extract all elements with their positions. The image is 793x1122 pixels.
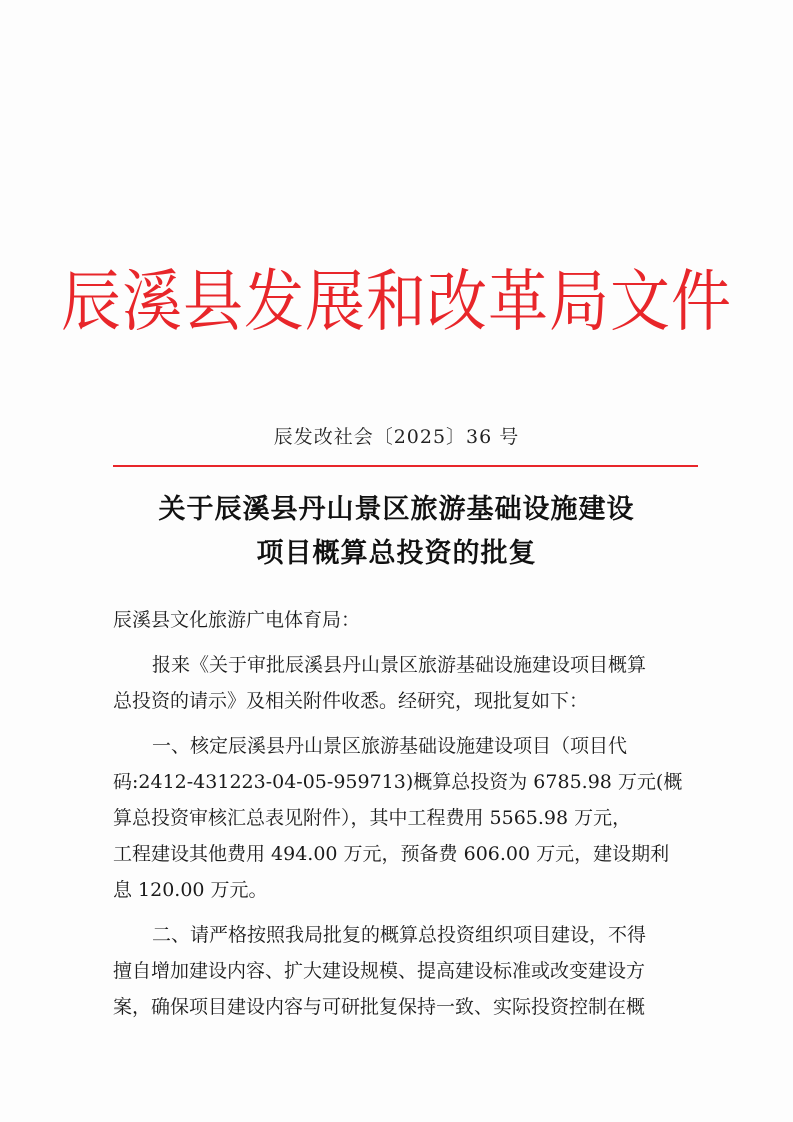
masthead-title: 辰溪县发展和改革局文件	[61, 262, 732, 342]
title-line-1: 关于辰溪县丹山景区旅游基础设施建设	[158, 494, 635, 525]
paragraph-3-line-1: 二、请严格按照我局批复的概算总投资组织项目建设，不得	[152, 924, 647, 946]
paragraph-1-line-2: 总投资的请示》及相关附件收悉。经研究，现批复如下：	[113, 690, 589, 712]
document-body	[113, 602, 703, 1025]
paragraph-2-line-1: 一、核定辰溪县丹山景区旅游基础设施建设项目（项目代	[152, 735, 628, 757]
paragraph-2-line-2: 码:2412-431223-04-05-959713)概算总投资为 6785.98 万元(概	[113, 771, 683, 793]
paragraph-2-line-5: 息 120.00 万元。	[113, 879, 268, 901]
document-title	[0, 488, 793, 576]
paragraph-2-line-3: 算总投资审核汇总表见附件），其中工程费用 5565.98 万元，	[113, 807, 632, 829]
paragraph-3-line-3: 案，确保项目建设内容与可研批复保持一致、实际投资控制在概	[113, 996, 646, 1018]
document-number: 辰发改社会〔2025〕36 号	[273, 426, 520, 448]
paragraph-2-line-4: 工程建设其他费用 494.00 万元，预备费 606.00 万元，建设期利	[113, 843, 670, 865]
title-line-2: 项目概算总投资的批复	[256, 538, 537, 569]
red-divider-line	[113, 465, 698, 467]
paragraph-3-line-2: 擅自增加建设内容、扩大建设规模、提高建设标准或改变建设方	[113, 960, 646, 982]
paragraph-1-line-1: 报来《关于审批辰溪县丹山景区旅游基础设施建设项目概算	[152, 654, 647, 676]
salutation: 辰溪县文化旅游广电体育局：	[113, 609, 361, 631]
